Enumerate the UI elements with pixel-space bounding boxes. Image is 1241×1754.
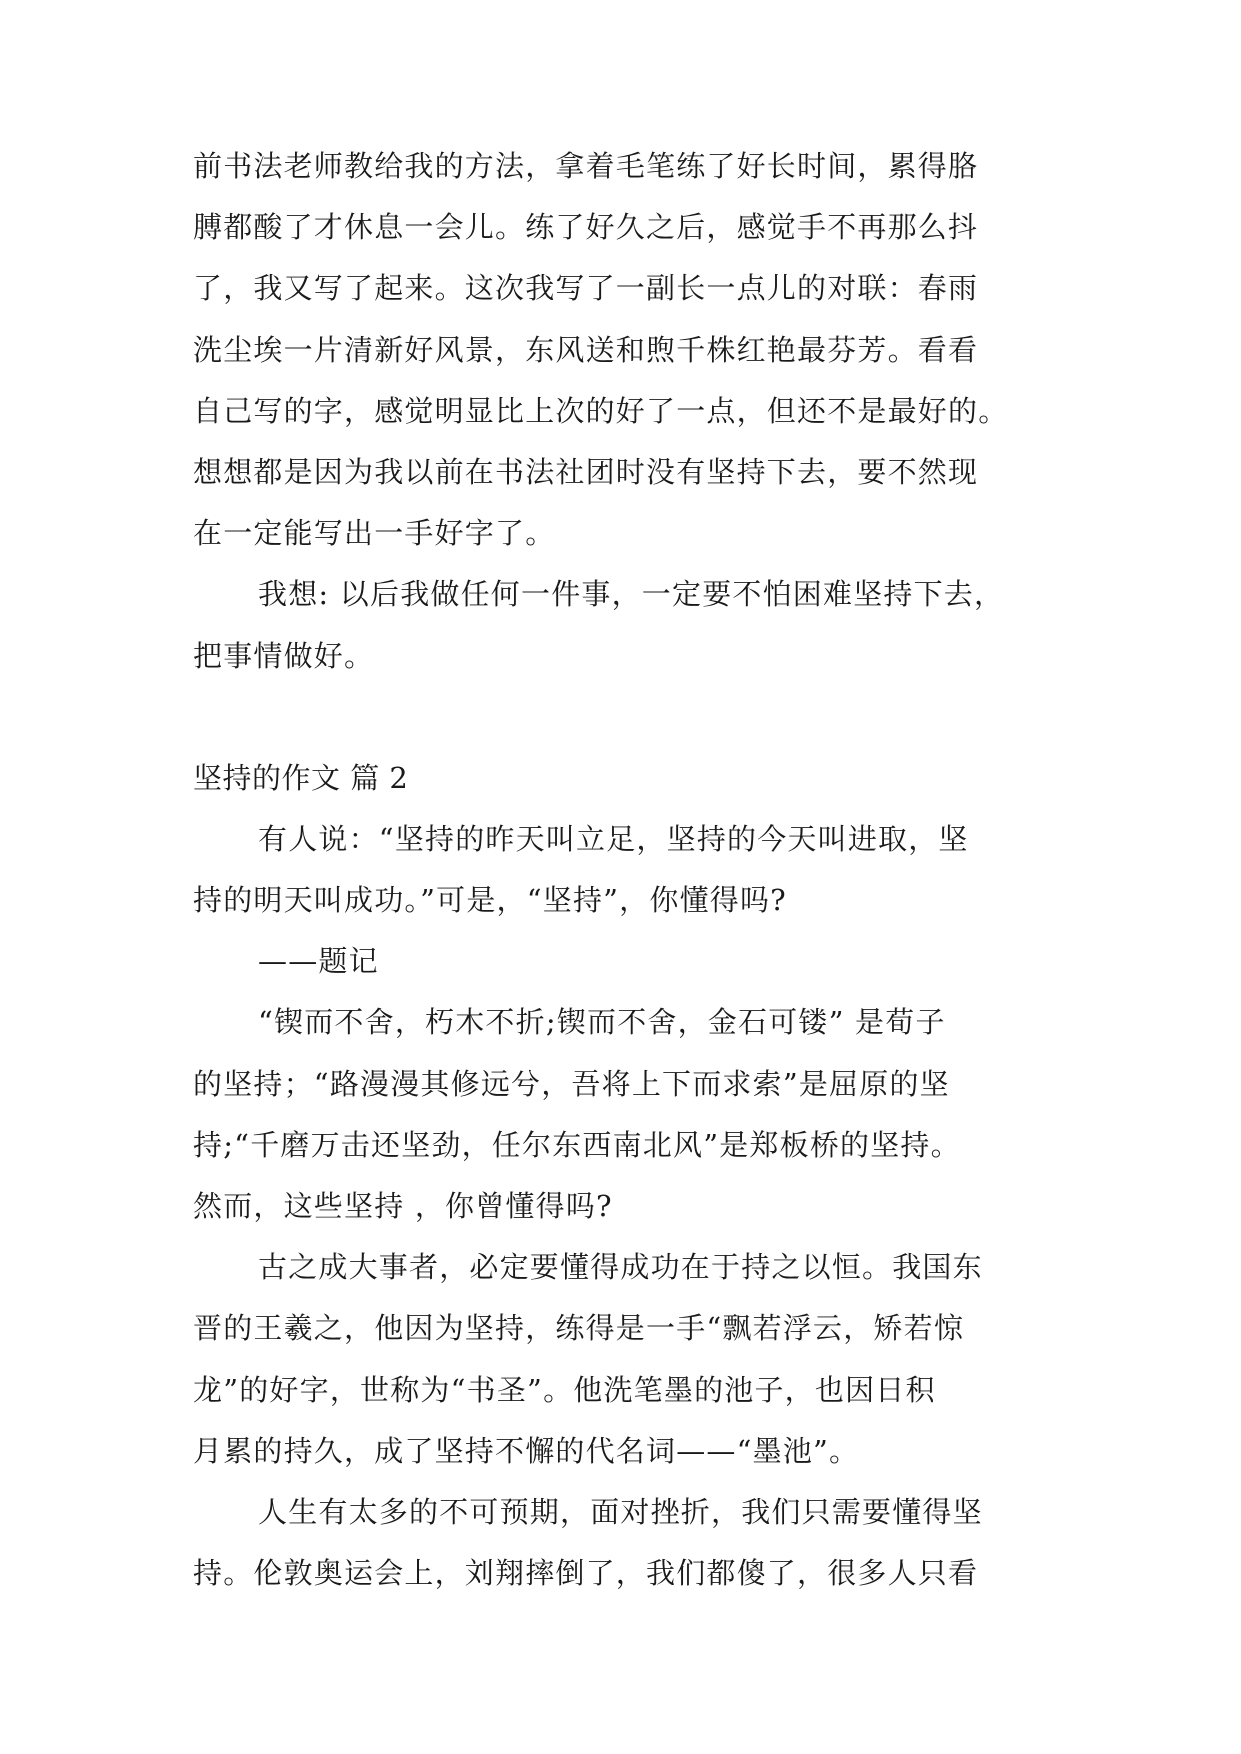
paragraph-line: 膊都酸了才休息一会儿。练了好久之后，感觉手不再那么抖	[193, 210, 979, 244]
paragraph-line: 的坚持；“路漫漫其修远兮，吾将上下而求索”是屈原的坚	[193, 1067, 950, 1101]
paragraph-line: 前书法老师教给我的方法，拿着毛笔练了好长时间，累得胳	[193, 149, 979, 183]
paragraph-line: 月累的持久，成了坚持不懈的代名词——“墨池”。	[193, 1434, 860, 1468]
paragraph-line: 在一定能写出一手好字了。	[193, 516, 556, 550]
paragraph-line: 洗尘埃一片清新好风景，东风送和煦千株红艳最芬芳。看看	[193, 333, 979, 367]
section-heading: 坚持的作文 篇 2	[193, 761, 409, 795]
paragraph-line: 龙”的好字，世称为“书圣”。他洗笔墨的池子，也因日积	[193, 1373, 936, 1407]
paragraph-line: 我想: 以后我做任何一件事，一定要不怕困难坚持下去，	[258, 577, 1005, 611]
paragraph-line: 持。伦敦奥运会上，刘翔摔倒了，我们都傻了，很多人只看	[193, 1556, 979, 1590]
paragraph-line: “锲而不舍，朽木不折;锲而不舍，金石可镂” 是荀子	[258, 1005, 946, 1039]
epigraph-attribution: ——题记	[258, 944, 379, 978]
paragraph-line: 有人说：“坚持的昨天叫立足，坚持的今天叫进取，坚	[258, 822, 969, 856]
paragraph-line: 然而，这些坚持 ，你曾懂得吗?	[193, 1189, 613, 1223]
paragraph-line: 持;“千磨万击还坚劲，任尔东西南北风”是郑板桥的坚持。	[193, 1128, 961, 1162]
paragraph-line: 想想都是因为我以前在书法社团时没有坚持下去，要不然现	[193, 455, 979, 489]
paragraph-line: 了，我又写了起来。这次我写了一副长一点儿的对联：春雨	[193, 271, 979, 305]
paragraph-line: 古之成大事者，必定要懂得成功在于持之以恒。我国东	[258, 1250, 983, 1284]
paragraph-line: 把事情做好。	[193, 639, 375, 673]
paragraph-line: 持的明天叫成功。”可是，“坚持”，你懂得吗?	[193, 883, 787, 917]
paragraph-line: 人生有太多的不可预期，面对挫折，我们只需要懂得坚	[258, 1495, 983, 1529]
paragraph-line: 晋的王羲之，他因为坚持，练得是一手“飘若浮云，矫若惊	[193, 1311, 965, 1345]
paragraph-line: 自己写的字，感觉明显比上次的好了一点，但还不是最好的。	[193, 394, 1009, 428]
